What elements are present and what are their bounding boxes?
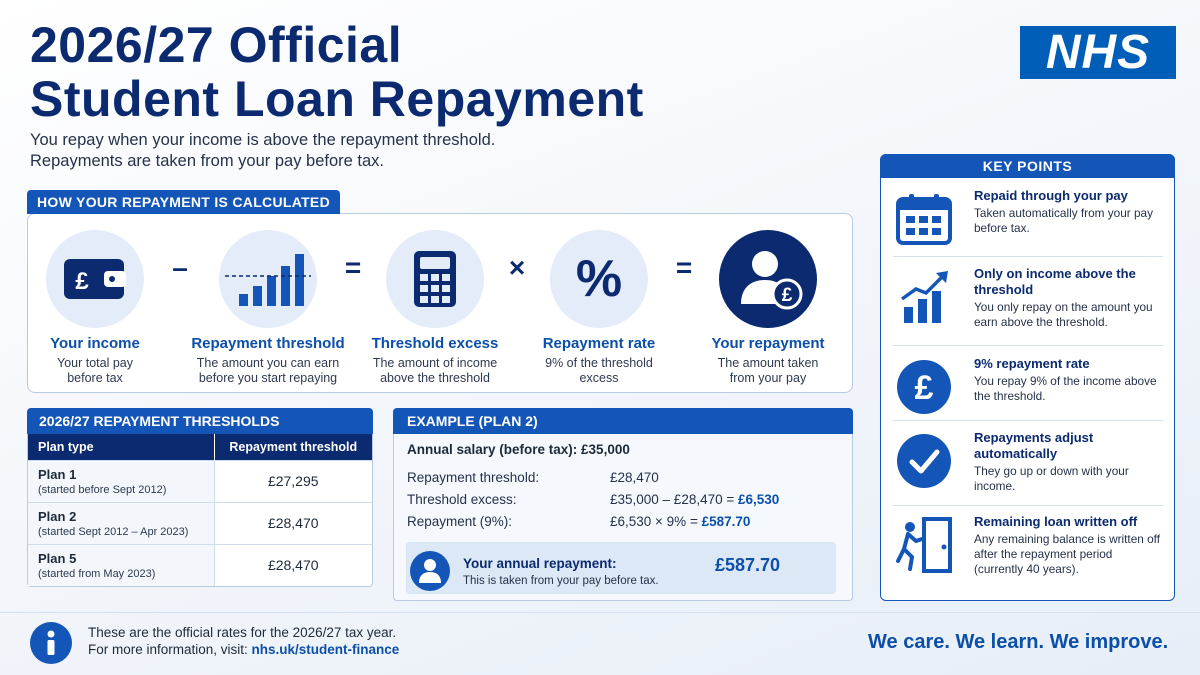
page-title bbox=[30, 18, 850, 126]
key-points-heading: KEY POINTS bbox=[880, 154, 1175, 178]
footer-more-info bbox=[88, 642, 399, 657]
wallet-pound-icon bbox=[46, 230, 144, 328]
key-point-title: 9% repayment rate bbox=[974, 356, 1090, 371]
title-line-2: Student Loan Repayment bbox=[30, 71, 644, 127]
step-desc bbox=[20, 356, 170, 386]
tagline: We care. We learn. We improve. bbox=[868, 631, 1169, 653]
key-point-text bbox=[974, 188, 1164, 236]
threshold-cell: £28,470 bbox=[214, 502, 372, 544]
example-salary: Annual salary (before tax): £35,000 bbox=[407, 442, 630, 457]
example-calc: £35,000 – £28,470 = bbox=[610, 492, 738, 507]
step-repayment-threshold bbox=[190, 230, 346, 386]
step-title: Repayment threshold bbox=[191, 335, 345, 352]
example-result: £6,530 bbox=[738, 492, 780, 507]
key-point-title: Repaid through your pay bbox=[974, 188, 1128, 203]
divider bbox=[893, 256, 1163, 257]
column-header-threshold: Repayment threshold bbox=[214, 434, 372, 460]
calculation-heading: HOW YOUR REPAYMENT IS CALCULATED bbox=[27, 190, 340, 214]
step-your-income bbox=[20, 230, 170, 386]
divider bbox=[893, 345, 1163, 346]
key-point-text bbox=[974, 430, 1164, 494]
step-title: Repayment rate bbox=[542, 335, 656, 352]
example-label: Threshold excess: bbox=[407, 492, 517, 507]
threshold-cell: £28,470 bbox=[214, 544, 372, 586]
step-title: Your repayment bbox=[711, 335, 825, 352]
table-row bbox=[28, 544, 372, 586]
step-desc bbox=[190, 356, 346, 386]
plan-name: Plan 2 bbox=[38, 508, 77, 524]
example-result: £587.70 bbox=[701, 514, 751, 529]
intro-text bbox=[30, 130, 730, 172]
plan-cell bbox=[28, 502, 214, 544]
minus-operator: – bbox=[172, 252, 188, 283]
person-pound-icon bbox=[719, 230, 817, 328]
plan-note: (started Sept 2012 – Apr 2023) bbox=[38, 525, 189, 538]
divider bbox=[893, 505, 1163, 506]
annual-repayment-amount: £587.70 bbox=[715, 555, 781, 575]
key-point-desc: They go up or down with your income. bbox=[974, 464, 1129, 493]
title-line-1: 2026/27 Official bbox=[30, 17, 403, 73]
step-title: Threshold excess bbox=[371, 335, 499, 352]
step-desc bbox=[693, 356, 843, 386]
key-point-desc: Taken automatically from your pay before tax. bbox=[974, 206, 1153, 235]
step-desc bbox=[360, 356, 510, 386]
table-row bbox=[28, 502, 372, 544]
step-title: Your income bbox=[50, 335, 140, 352]
nhs-logo: NHS bbox=[1020, 26, 1176, 79]
thresholds-heading: 2026/27 REPAYMENT THRESHOLDS bbox=[27, 408, 373, 434]
key-point-text bbox=[974, 514, 1164, 577]
checkmark-icon bbox=[893, 430, 955, 492]
example-value bbox=[610, 492, 779, 507]
example-label: Repayment (9%): bbox=[407, 514, 513, 529]
annual-repayment-note: This is taken from your pay before tax. bbox=[463, 575, 659, 587]
step-desc-line: above the threshold bbox=[380, 371, 490, 385]
svg-text:£: £ bbox=[914, 369, 934, 407]
intro-line-1: You repay when your income is above the repayment threshold. bbox=[30, 131, 496, 149]
footer-more-info-label: For more information, visit: bbox=[88, 642, 252, 657]
plan-cell bbox=[28, 460, 214, 502]
key-point-title: Remaining loan written off bbox=[974, 514, 1138, 529]
svg-text:£: £ bbox=[75, 268, 89, 295]
step-desc-line: excess bbox=[579, 371, 619, 385]
key-point-desc: You repay 9% of the income above the threshold. bbox=[974, 374, 1157, 403]
equals-operator: = bbox=[344, 252, 362, 283]
exit-door-icon bbox=[893, 514, 955, 576]
footer-note: These are the official rates for the 2026/27 tax year. bbox=[88, 625, 397, 640]
plan-cell bbox=[28, 544, 214, 586]
intro-line-2: Repayments are taken from your pay before tax. bbox=[30, 152, 385, 170]
key-point-desc: You only repay on the amount you earn above the threshold. bbox=[974, 300, 1153, 329]
bar-chart-threshold-icon bbox=[219, 230, 317, 328]
divider bbox=[893, 420, 1163, 421]
step-desc-line: The amount taken bbox=[717, 356, 819, 370]
plan-name: Plan 1 bbox=[38, 466, 77, 482]
step-desc-line: Your total pay bbox=[57, 356, 133, 370]
info-icon bbox=[30, 622, 72, 664]
key-point-text bbox=[974, 266, 1164, 330]
step-desc-line: The amount you can earn bbox=[196, 356, 340, 370]
example-value bbox=[610, 514, 750, 529]
example-calc: £6,530 × 9% = bbox=[610, 514, 702, 529]
table-row bbox=[28, 460, 372, 502]
key-point-desc: Any remaining balance is written off after the repayment period (currently 40 years). bbox=[974, 532, 1161, 576]
key-point-title: Repayments adjust automatically bbox=[974, 430, 1094, 461]
pound-icon bbox=[893, 356, 955, 418]
example-calc: £28,470 bbox=[610, 470, 659, 485]
svg-text:£: £ bbox=[781, 285, 793, 306]
footer-divider bbox=[0, 612, 1200, 613]
calendar-icon bbox=[893, 188, 955, 250]
step-desc bbox=[524, 356, 674, 386]
annual-repayment-label: Your annual repayment: bbox=[463, 556, 617, 571]
threshold-cell: £27,295 bbox=[214, 460, 372, 502]
plan-name: Plan 5 bbox=[38, 550, 77, 566]
svg-text:%: % bbox=[575, 250, 623, 308]
step-your-repayment bbox=[693, 230, 843, 386]
thresholds-table bbox=[28, 434, 372, 586]
rising-chart-icon bbox=[893, 266, 955, 328]
example-heading: EXAMPLE (PLAN 2) bbox=[393, 408, 853, 434]
step-repayment-rate bbox=[524, 230, 674, 386]
table-header-row bbox=[28, 434, 372, 460]
column-header-plan: Plan type bbox=[28, 434, 214, 460]
student-finance-link[interactable]: nhs.uk/student-finance bbox=[251, 642, 400, 657]
step-threshold-excess bbox=[360, 230, 510, 386]
example-label: Repayment threshold: bbox=[407, 470, 540, 485]
step-desc-line: before tax bbox=[67, 371, 123, 385]
multiply-operator: × bbox=[508, 252, 526, 283]
key-point-text bbox=[974, 356, 1164, 404]
step-desc-line: before you start repaying bbox=[198, 371, 338, 385]
step-desc-line: 9% of the threshold bbox=[545, 356, 653, 370]
step-desc-line: The amount of income bbox=[372, 356, 498, 370]
example-value bbox=[610, 470, 659, 485]
calculator-icon bbox=[386, 230, 484, 328]
plan-note: (started from May 2023) bbox=[38, 567, 156, 580]
percent-icon bbox=[550, 230, 648, 328]
plan-note: (started before Sept 2012) bbox=[38, 483, 167, 496]
equals-operator: = bbox=[675, 252, 693, 283]
step-desc-line: from your pay bbox=[729, 371, 807, 385]
key-point-title: Only on income above the threshold bbox=[974, 266, 1136, 297]
person-icon bbox=[410, 551, 450, 591]
